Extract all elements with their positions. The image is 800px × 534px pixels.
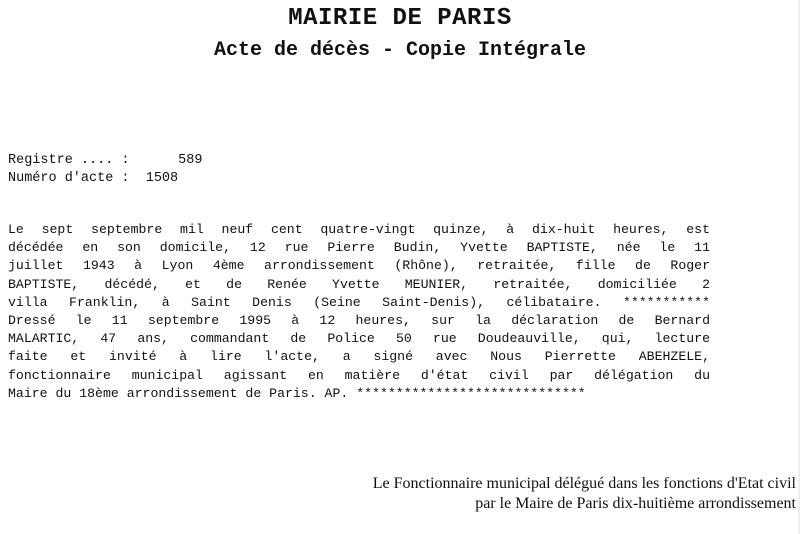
act-line: BAPTISTE, décédé, et de Renée Yvette MEUNIER, retraitée, domiciliée 2 xyxy=(8,276,710,292)
act-line: MALARTIC, 47 ans, commandant de Police 50 rue Doudeauville, qui, lecture xyxy=(8,331,710,347)
act-body-text xyxy=(8,221,710,403)
act-line: villa Franklin, à Saint Denis (Seine Saint-Denis), célibataire. *********** xyxy=(8,294,710,310)
act-line: Le sept septembre mil neuf cent quatre-vingt quinze, à dix-huit heures, est xyxy=(8,222,710,237)
signature-caption-line-2: par le Maire de Paris dix-huitième arrondissement xyxy=(475,495,796,512)
document-title: MAIRIE DE PARIS xyxy=(288,5,512,32)
signature-caption-line-1: Le Fonctionnaire municipal délégué dans les fonctions d'Etat civil xyxy=(372,475,796,492)
numero-acte-label: Numéro d'acte : xyxy=(8,171,130,186)
act-line: Maire du 18ème arrondissement de Paris. AP. ***************************** xyxy=(8,385,586,401)
act-line: Dressé le 11 septembre 1995 à 12 heures, sur la déclaration de Bernard xyxy=(8,313,710,329)
registry-block xyxy=(8,152,202,188)
act-line: fonctionnaire municipal agissant en matière d'état civil par délégation du xyxy=(8,367,710,383)
act-line: juillet 1943 à Lyon 4ème arrondissement (Rhône), retraitée, fille de Roger xyxy=(8,258,710,274)
numero-acte-value: 1508 xyxy=(145,171,179,186)
document-subtitle: Acte de décès - Copie Intégrale xyxy=(213,39,587,62)
act-line: décédée en son domicile, 12 rue Pierre Budin, Yvette BAPTISTE, née le 11 xyxy=(8,240,710,256)
registre-label: Registre .... : xyxy=(8,153,130,168)
signature-caption xyxy=(373,474,796,514)
act-line: faite et invité à lire l'acte, a signé avec Nous Pierrette ABEHZELE, xyxy=(8,349,710,365)
registre-value: 589 xyxy=(178,153,203,168)
